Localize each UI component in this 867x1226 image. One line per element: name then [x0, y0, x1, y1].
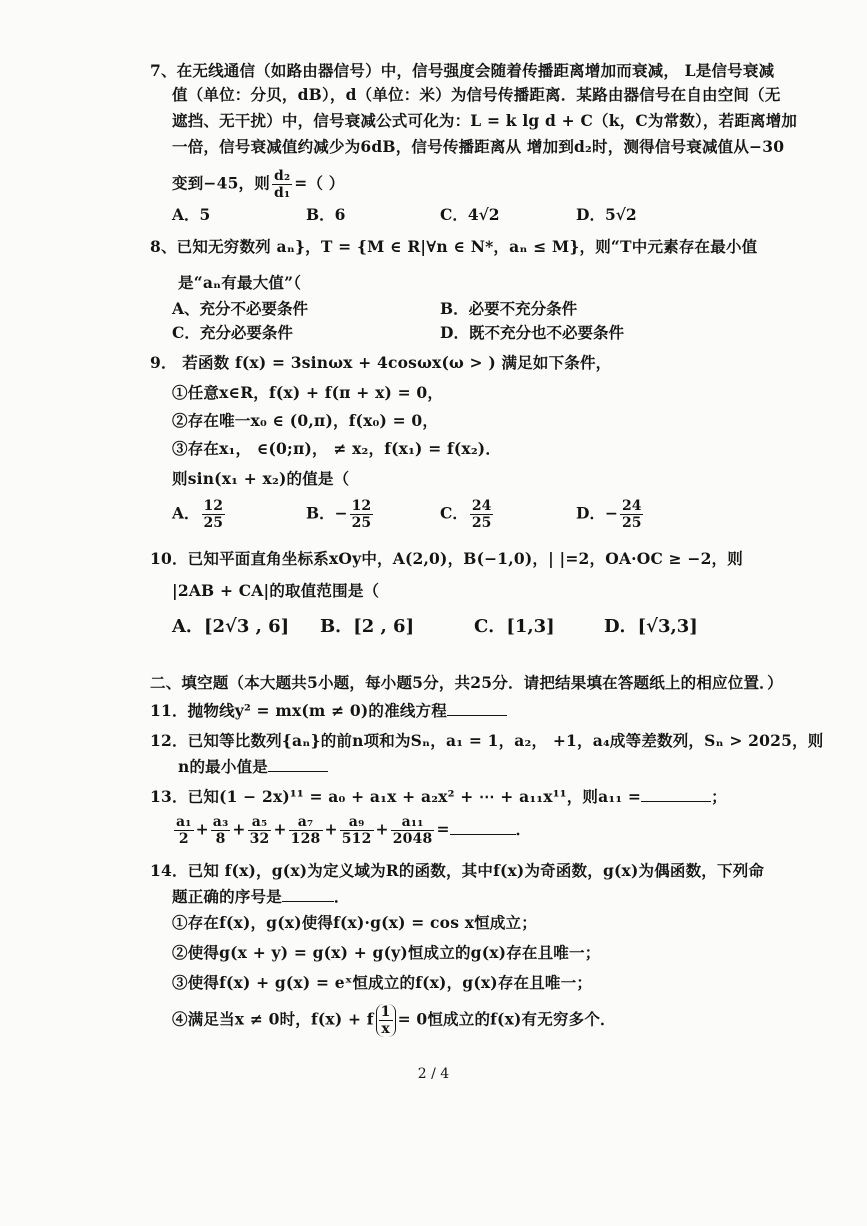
q9-option-b [306, 498, 375, 531]
q9-option-d-fraction [620, 498, 643, 531]
q14-statement-3: ③使得f(x) + g(x) = eˣ恒成立的f(x)，g(x)存在且唯一； [172, 973, 593, 992]
q8-option-b: B．必要不充分条件 [440, 299, 578, 318]
q9-condition-3: ③存在x₁， ∈(0;π)， ≠ x₂，f(x₁) = f(x₂)． [172, 439, 502, 458]
q7-option-d: D．5√2 [576, 205, 637, 224]
q7-line5-pre: 变到−45，则 [172, 173, 270, 193]
q14-s4-num: 1 [380, 1004, 391, 1020]
q7-option-b: B．6 [306, 205, 346, 224]
q7-frac-num: d₂ [273, 168, 291, 184]
q7-frac-den: d₁ [273, 185, 291, 201]
plus-sign: + [375, 819, 389, 839]
q13-line2 [172, 814, 531, 847]
q13-answer-blank-1[interactable] [641, 787, 711, 802]
q7-line2: 值（单位：分贝，dB），d（单位：米）为信号传播距离．某路由器信号在自由空间（无 [172, 85, 781, 104]
q9-condition-2: ②存在唯一x₀ ∈ (0,π)，f(x₀) = 0， [172, 411, 439, 430]
q14-s4-pre: ④满足当x ≠ 0时，f(x) + f [172, 1009, 374, 1029]
q10-option-a: A．[2√3 , 6] [172, 616, 290, 637]
q9-option-d-sign: − [604, 503, 618, 523]
section2-title: 二、填空题（本大题共5小题，每小题5分，共25分．请把结果填在答题纸上的相应位置．） [150, 673, 783, 692]
q14-line2 [172, 886, 350, 908]
q9-option-d [576, 498, 645, 531]
q13-frac-5-den: 512 [341, 831, 372, 847]
q14-text: 题正确的序号是 [172, 887, 282, 906]
q9-option-a-den: 25 [203, 515, 224, 531]
q9-option-b-den: 25 [351, 515, 372, 531]
q12-answer-blank[interactable] [268, 757, 328, 772]
q9-option-d-num: 24 [621, 498, 642, 514]
plus-sign: + [195, 819, 209, 839]
q13-frac-4-den: 128 [290, 831, 321, 847]
q13-frac-6-num: a₁₁ [391, 814, 435, 831]
q14-line2-end: ． [333, 887, 350, 906]
q8-option-a: A、充分不必要条件 [172, 299, 309, 318]
q9-option-c-num: 24 [471, 498, 492, 514]
q12-line1: 12．已知等比数列{aₙ}的前n项和为Sₙ，a₁ = 1，a₂， +1，a₄成等差数列，Sₙ > 2025，则 [150, 731, 824, 750]
q13-answer-blank-2[interactable] [450, 820, 516, 835]
q12-line2 [178, 756, 328, 778]
q9-option-b-sign: − [334, 503, 348, 523]
q13-frac-5 [340, 814, 374, 847]
q11-answer-blank[interactable] [447, 701, 507, 716]
q14-statement-4 [172, 1004, 616, 1037]
q8-option-c: C．充分必要条件 [172, 323, 293, 342]
q13-frac-4 [289, 814, 323, 847]
q14-s4-post: = 0恒成立的f(x)有无穷多个． [397, 1009, 616, 1029]
q13-line1 [150, 786, 727, 808]
q13-frac-5-num: a₉ [340, 814, 374, 831]
q9-ask: 则sin(x₁ + x₂)的值是（ [172, 469, 350, 488]
q13-frac-3-den: 32 [249, 831, 270, 847]
q10-option-c: C．[1,3] [474, 616, 555, 637]
q13-text: 13．已知(1 − 2x)¹¹ = a₀ + a₁x + a₂x² + ⋯ + a₁₁x¹¹，则a₁₁ = [150, 787, 642, 806]
q13-frac-1-num: a₁ [176, 814, 192, 830]
q8-line2: 是“aₙ有最大值”（ [178, 273, 302, 292]
q13-line2-end: ． [515, 819, 532, 839]
q9-option-a [172, 498, 227, 531]
q7-line1: 7、在无线通信（如路由器信号）中，信号强度会随着传播距离增加而衰减， L是信号衰减 [150, 61, 775, 80]
q9-option-c-label: C． [440, 503, 468, 523]
q10-line1: 10．已知平面直角坐标系xOy中，A(2,0)，B(−1,0)，| |=2，OA·OC ≥ −2，则 [150, 549, 743, 568]
q9-option-a-num: 12 [203, 498, 224, 514]
q9-option-a-label: A． [172, 503, 200, 523]
q13-frac-4-num: a₇ [289, 814, 323, 831]
q7-fraction [272, 168, 292, 201]
q14-s4-den: x [381, 1021, 390, 1037]
q13-frac-2-den: 8 [215, 831, 226, 847]
q13-frac-1 [174, 814, 194, 847]
q13-frac-3-num: a₅ [248, 814, 272, 831]
q8-line1: 8、已知无穷数列 aₙ}，T = {M ∈ R|∀n ∈ N*，aₙ ≤ M}，则“T中元素存在最小值 [150, 237, 758, 256]
q13-line1-end: ； [711, 787, 727, 806]
q8-option-d: D．既不充分也不必要条件 [440, 323, 624, 342]
q13-frac-6 [391, 814, 435, 847]
q9-condition-1: ①任意x∈R，f(x) + f(π + x) = 0， [172, 383, 444, 402]
q13-frac-2-num: a₃ [212, 814, 229, 830]
q10-option-b: B．[2 , 6] [320, 616, 415, 637]
q9-option-c-fraction [470, 498, 493, 531]
q9-option-b-fraction [350, 498, 373, 531]
page-number: 2 / 4 [417, 1066, 450, 1082]
q14-statement-1: ①存在f(x)，g(x)使得f(x)·g(x) = cos x恒成立； [172, 913, 537, 932]
q13-frac-6-den: 2048 [392, 831, 433, 847]
q13-frac-3 [248, 814, 272, 847]
q7-line4: 一倍，信号衰减值约减少为6dB，信号传播距离从 增加到d₂时，测得信号衰减值从−30 [172, 137, 785, 156]
q7-line3: 遮挡、无干扰）中，信号衰减公式可化为：L = k lg d + C（k，C为常数），若距离增加 [172, 111, 798, 130]
equals-sign: = [436, 819, 450, 839]
q14-answer-blank[interactable] [282, 887, 334, 902]
q7-option-a: A．5 [172, 205, 211, 224]
plus-sign: + [273, 819, 287, 839]
q9-option-d-den: 25 [621, 515, 642, 531]
q9-option-d-label: D． [576, 503, 605, 523]
q9-option-c [440, 498, 495, 531]
q11-text: 11．抛物线y² = mx(m ≠ 0)的准线方程 [150, 701, 447, 720]
plus-sign: + [232, 819, 246, 839]
q9-option-b-num: 12 [351, 498, 372, 514]
q14-s4-fraction [376, 1004, 396, 1037]
q12-text: n的最小值是 [178, 757, 268, 776]
q9-line1: 9． 若函数 f(x) = 3sinωx + 4cosωx(ω > ) 满足如下条件， [150, 353, 612, 372]
q7-line5 [172, 168, 344, 201]
q13-frac-1-den: 2 [178, 831, 189, 847]
q11-line1 [150, 700, 507, 722]
q7-option-c: C．4√2 [440, 205, 500, 224]
q14-statement-2: ②使得g(x + y) = g(x) + g(y)恒成立的g(x)存在且唯一； [172, 943, 601, 962]
q14-line1: 14．已知 f(x)，g(x)为定义域为R的函数，其中f(x)为奇函数，g(x)为偶函数，下列命 [150, 861, 765, 880]
q9-option-a-fraction [202, 498, 225, 531]
q9-option-c-den: 25 [471, 515, 492, 531]
q9-option-b-label: B． [306, 503, 335, 523]
q7-line5-post: =（ ） [294, 173, 345, 193]
plus-sign: + [324, 819, 338, 839]
q10-option-d: D．[√3,3] [604, 616, 698, 637]
q13-frac-2 [211, 814, 231, 847]
q10-line2: |2AB + CA|的取值范围是（ [172, 581, 380, 600]
